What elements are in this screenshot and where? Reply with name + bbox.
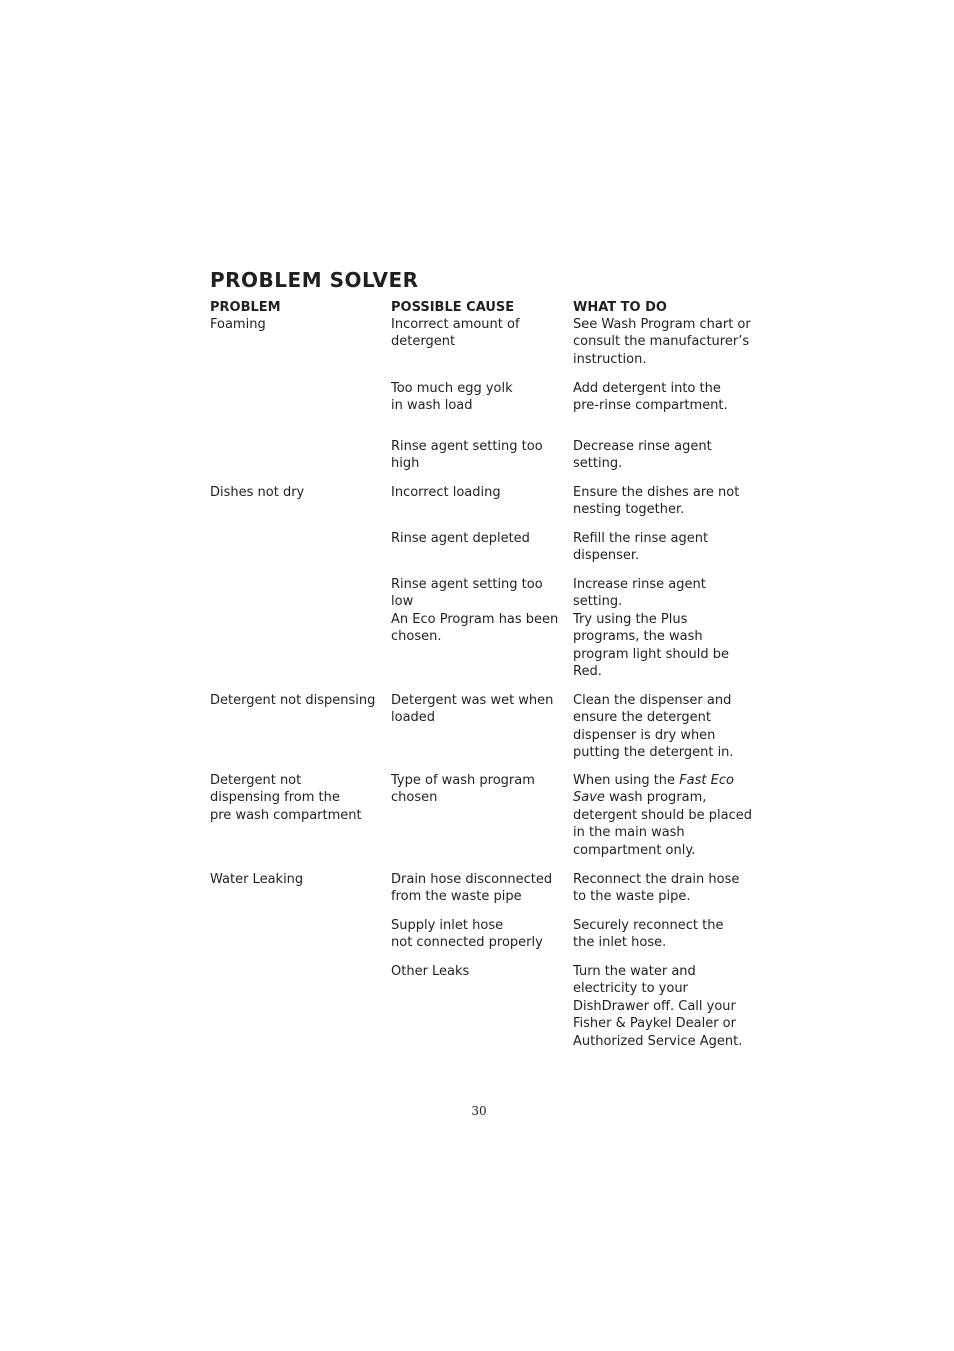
cause-text: Type of wash program chosen (391, 773, 535, 806)
problem-water-leaking: Water Leaking (210, 872, 304, 887)
remedy-prefix: When using the (573, 773, 680, 788)
remedy-text: See Wash Program chart or consult the manufacturer’s instruction. (573, 317, 751, 367)
page-number: 30 (471, 1104, 487, 1118)
remedy-text-fast-eco-save (573, 772, 753, 859)
cause-text: Rinse agent depleted (391, 531, 530, 546)
problem-detergent-prewash: Detergent not dispensing from the pre wash compartment (210, 773, 362, 823)
program-name-italic: Save (573, 790, 605, 806)
cause-text: Other Leaks (391, 964, 470, 979)
cause-text: Supply inlet hose not connected properly (391, 918, 543, 951)
column-header-what-to-do: WHAT TO DO (573, 300, 667, 315)
remedy-text: Decrease rinse agent setting. (573, 439, 712, 472)
remedy-text: Try using the Plus programs, the wash program light should be Red. (573, 612, 730, 680)
problem-detergent-not-dispensing: Detergent not dispensing (210, 693, 376, 708)
cause-text: Detergent was wet when loaded (391, 693, 554, 726)
cause-text: An Eco Program has been chosen. (391, 612, 559, 645)
remedy-text: Increase rinse agent setting. (573, 577, 706, 610)
page-title: PROBLEM SOLVER (210, 268, 419, 292)
remedy-suffix: wash program, detergent should be placed in the main wash compartment only. (573, 790, 752, 858)
cause-text: Too much egg yolk in wash load (391, 381, 513, 414)
remedy-text: Reconnect the drain hose to the waste pipe. (573, 872, 740, 905)
cause-text: Rinse agent setting too low (391, 577, 543, 610)
cause-text: Incorrect loading (391, 485, 501, 500)
program-name-italic: Fast Eco (679, 773, 734, 788)
remedy-text: Turn the water and electricity to your DishDrawer off. Call your Fisher & Paykel Dealer or Authorized Service Agent. (573, 964, 743, 1049)
remedy-text: Securely reconnect the the inlet hose. (573, 918, 724, 951)
column-header-problem: PROBLEM (210, 300, 281, 315)
column-header-possible-cause: POSSIBLE CAUSE (391, 300, 515, 315)
problem-dishes-not-dry: Dishes not dry (210, 485, 305, 500)
cause-text: Drain hose disconnected from the waste pipe (391, 872, 553, 905)
problem-foaming: Foaming (210, 317, 266, 332)
remedy-text: Ensure the dishes are not nesting together. (573, 485, 740, 518)
cause-text: Incorrect amount of detergent (391, 317, 520, 350)
remedy-text: Clean the dispenser and ensure the detergent dispenser is dry when putting the detergent in. (573, 693, 734, 761)
cause-text: Rinse agent setting too high (391, 439, 543, 472)
remedy-text: Refill the rinse agent dispenser. (573, 531, 709, 564)
remedy-text: Add detergent into the pre-rinse compartment. (573, 381, 728, 414)
